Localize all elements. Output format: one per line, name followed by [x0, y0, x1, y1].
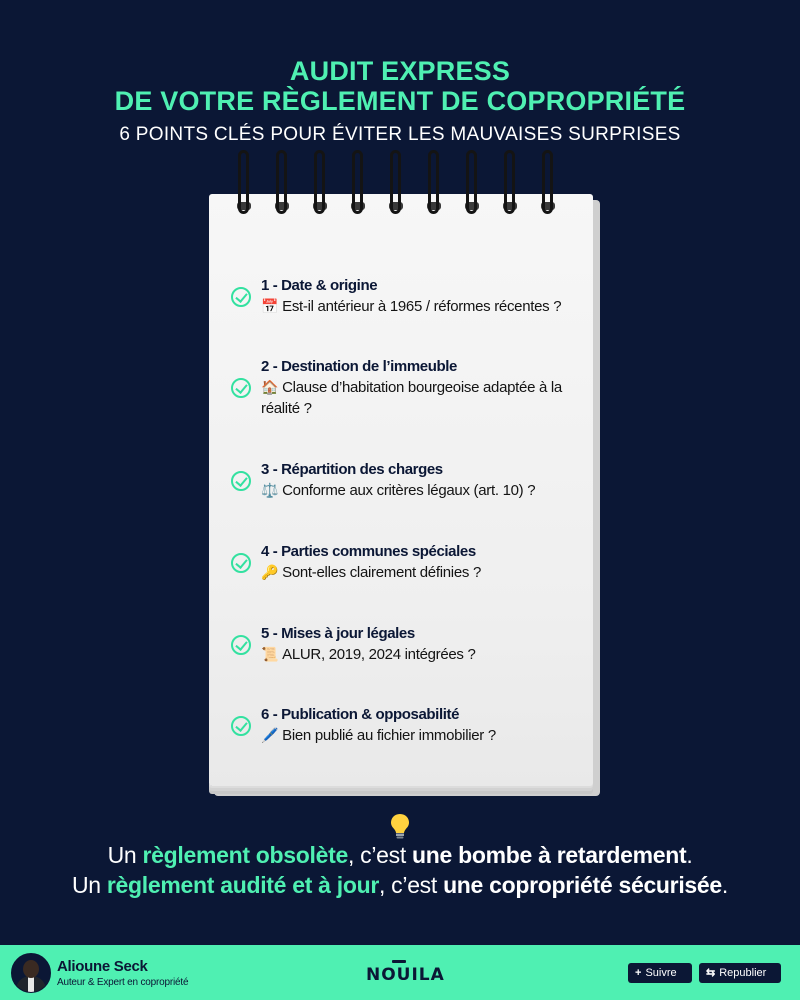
- avatar-face: [23, 960, 39, 978]
- checklist-item-title: 4 - Parties communes spéciales: [261, 543, 476, 560]
- author-name[interactable]: Alioune Seck: [57, 958, 148, 975]
- spiral-ring: [390, 150, 401, 214]
- checklist-item-question: Sont-elles clairement définies ?: [282, 564, 481, 581]
- spiral-ring: [238, 150, 249, 214]
- message-text: , c’est: [379, 872, 444, 898]
- repost-icon: ⇆: [706, 967, 716, 979]
- spiral-ring: [352, 150, 363, 214]
- message-text: Un: [71, 872, 107, 898]
- subtitle: 6 POINTS CLÉS POUR ÉVITER LES MAUVAISES SURPRISES: [119, 124, 681, 145]
- checklist-item-text: [261, 296, 581, 317]
- repost-button[interactable]: [699, 963, 781, 983]
- checklist-item-title: 6 - Publication & opposabilité: [261, 706, 460, 723]
- scroll-icon: 📜: [261, 646, 279, 662]
- check-circle-icon: [231, 716, 251, 736]
- header: [0, 56, 800, 148]
- message-line-1: [0, 840, 800, 870]
- checklist-item-question: Est-il antérieur à 1965 / réformes récentes ?: [282, 298, 562, 315]
- avatar-shirt: [28, 976, 34, 992]
- checklist-item-question: Conforme aux critères légaux (art. 10) ?: [282, 482, 536, 499]
- checklist-item-title: 1 - Date & origine: [261, 277, 378, 294]
- calendar-icon: 📅: [261, 298, 279, 314]
- checklist-item-text: [261, 725, 581, 746]
- author-role: Auteur & Expert en copropriété: [57, 977, 189, 988]
- spiral-ring: [276, 150, 287, 214]
- check-circle-icon: [231, 553, 251, 573]
- spiral-ring: [542, 150, 553, 214]
- checklist-item-question: Bien publié au fichier immobilier ?: [282, 727, 496, 744]
- check-circle-icon: [231, 635, 251, 655]
- check-circle-icon: [231, 378, 251, 398]
- checklist-item-text: [261, 377, 581, 419]
- checklist-item-title: 2 - Destination de l’immeuble: [261, 358, 457, 375]
- message-highlight: règlement audité et à jour: [106, 872, 379, 898]
- checklist-item-question: ALUR, 2019, 2024 intégrées ?: [282, 646, 476, 663]
- check-circle-icon: [231, 471, 251, 491]
- checklist-item-text: [261, 562, 581, 583]
- checklist-item-text: [261, 480, 581, 501]
- title-line-1: AUDIT EXPRESS: [289, 56, 511, 86]
- logo-mark: [392, 960, 406, 963]
- repost-label: Republier: [719, 967, 767, 979]
- title-line-2: DE VOTRE RÈGLEMENT DE COPROPRIÉTÉ: [114, 86, 686, 116]
- message-line-2: [0, 870, 800, 900]
- message-text: Un: [107, 842, 143, 868]
- follow-label: Suivre: [645, 967, 677, 979]
- scales-icon: ⚖️: [261, 482, 279, 498]
- lightbulb-icon: [389, 812, 411, 840]
- message-text: .: [686, 842, 693, 868]
- message-emphasis: une copropriété sécurisée: [443, 872, 722, 898]
- check-circle-icon: [231, 287, 251, 307]
- house-icon: 🏠: [261, 379, 279, 395]
- pen-icon: 🖊️: [261, 727, 279, 743]
- key-icon: 🔑: [261, 564, 279, 580]
- checklist-item-question: Clause d’habitation bourgeoise adaptée à la réalité ?: [261, 379, 562, 417]
- message-emphasis: une bombe à retardement: [412, 842, 687, 868]
- brand-logo: NOUILA: [366, 965, 445, 985]
- checklist-item-title: 5 - Mises à jour légales: [261, 625, 415, 642]
- spiral-ring: [314, 150, 325, 214]
- message-text: , c’est: [347, 842, 413, 868]
- footer-bar: [0, 945, 800, 1000]
- avatar[interactable]: [11, 953, 51, 993]
- message-text: .: [721, 872, 728, 898]
- follow-button[interactable]: [628, 963, 692, 983]
- checklist-item-text: [261, 644, 581, 665]
- spiral-ring: [466, 150, 477, 214]
- checklist-item-title: 3 - Répartition des charges: [261, 461, 443, 478]
- plus-icon: +: [635, 967, 642, 979]
- message-highlight: règlement obsolète: [142, 842, 348, 868]
- spiral-ring: [504, 150, 515, 214]
- spiral-ring: [428, 150, 439, 214]
